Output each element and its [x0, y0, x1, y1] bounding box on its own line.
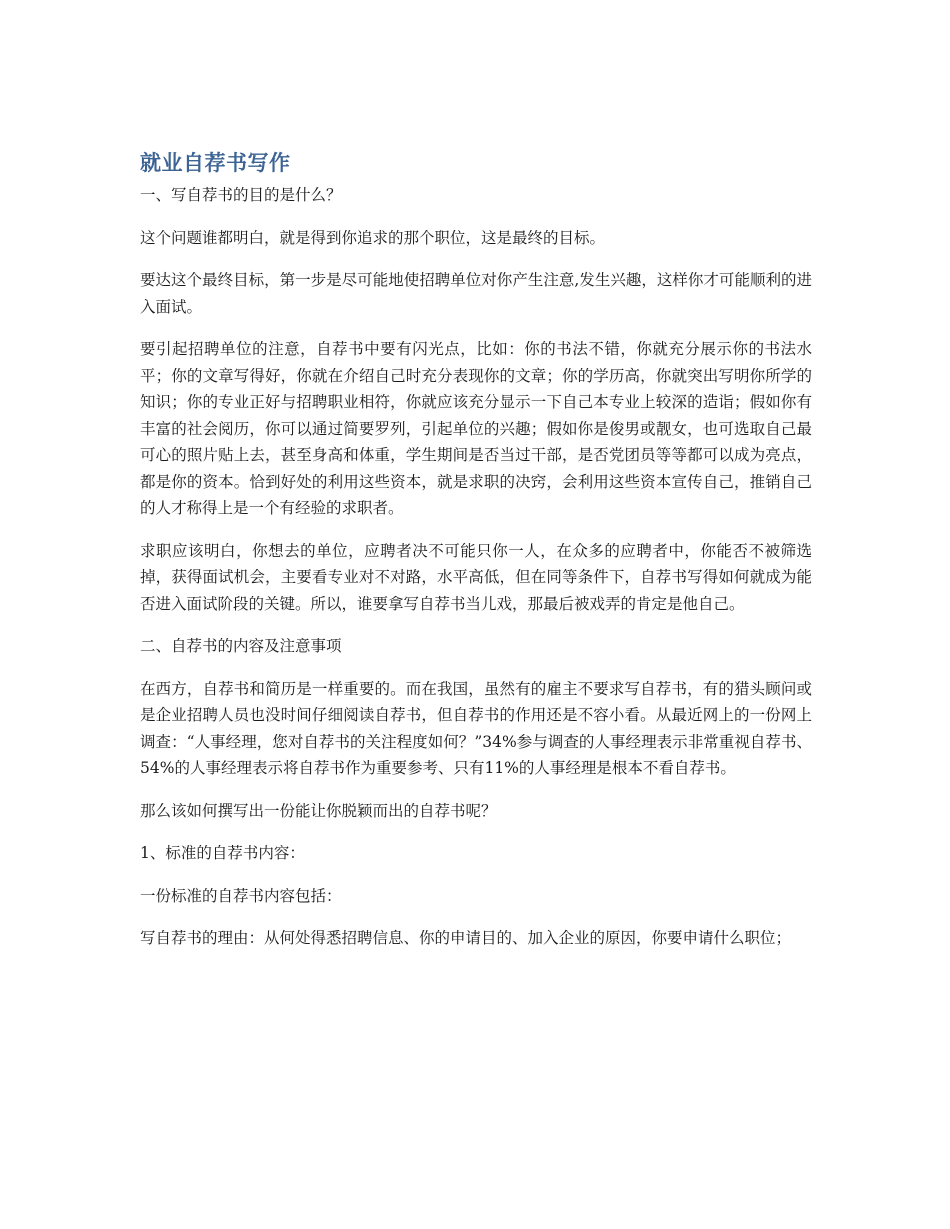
document-page	[140, 146, 812, 952]
paragraph: 求职应该明白，你想去的单位，应聘者决不可能只你一人，在众多的应聘者中，你能否不被筛选掉，获得面试机会，主要看专业对不对路，水平高低，但在同等条件下，自荐书写得如何就成为能否进入面试阶段的关键。所以，谁要拿写自荐书当儿戏，那最后被戏弄的肯定是他自己。	[140, 541, 812, 613]
document-title: 就业自荐书写作	[140, 151, 291, 175]
section-heading-2: 二、自荐书的内容及注意事项	[140, 637, 342, 655]
paragraph: 这个问题谁都明白，就是得到你追求的那个职位，这是最终的目标。	[140, 228, 606, 247]
sub-heading: 1、标准的自荐书内容：	[140, 844, 305, 862]
section-heading-1: 一、写自荐书的目的是什么？	[140, 186, 342, 204]
paragraph: 写自荐书的理由：从何处得悉招聘信息、你的申请目的、加入企业的原因，你要申请什么职位；	[140, 929, 792, 947]
paragraph: 要达这个最终目标，第一步是尽可能地使招聘单位对你产生注意,发生兴趣，这样你才可能顺利的进入面试。	[140, 271, 812, 316]
paragraph: 要引起招聘单位的注意，自荐书中要有闪光点，比如：你的书法不错，你就充分展示你的书法水平；你的文章写得好，你就在介绍自己时充分表现你的文章；你的学历高，你就突出写明你所学的知识；你的专业正好与招聘职业相符，你就应该充分显示一下自己本专业上较深的造诣；假如你有丰富的社会阅历，你可以通过简要罗列，引起单位的兴趣；假如你是俊男或靓女，也可选取自己最可心的照片贴上去，甚至身高和体重，学生期间是否当过干部，是否党团员等等都可以成为亮点，都是你的资本。恰到好处的利用这些资本，就是求职的决窍，会利用这些资本宣传自己，推销自己的人才称得上是一个有经验的求职者。	[140, 340, 812, 517]
paragraph: 在西方，自荐书和简历是一样重要的。而在我国，虽然有的雇主不要求写自荐书，有的猎头顾问或是企业招聘人员也没时间仔细阅读自荐书，但自荐书的作用还是不容小看。从最近网上的一份网上调查：“人事经理，您对自荐书的关注程度如何？”34%参与调查的人事经理表示非常重视自荐书、54%的人事经理表示将自荐书作为重要参考、只有11%的人事经理是根本不看自荐书。	[140, 679, 812, 777]
paragraph: 一份标准的自荐书内容包括：	[140, 886, 342, 905]
paragraph: 那么该如何撰写出一份能让你脱颖而出的自荐书呢？	[140, 801, 497, 820]
